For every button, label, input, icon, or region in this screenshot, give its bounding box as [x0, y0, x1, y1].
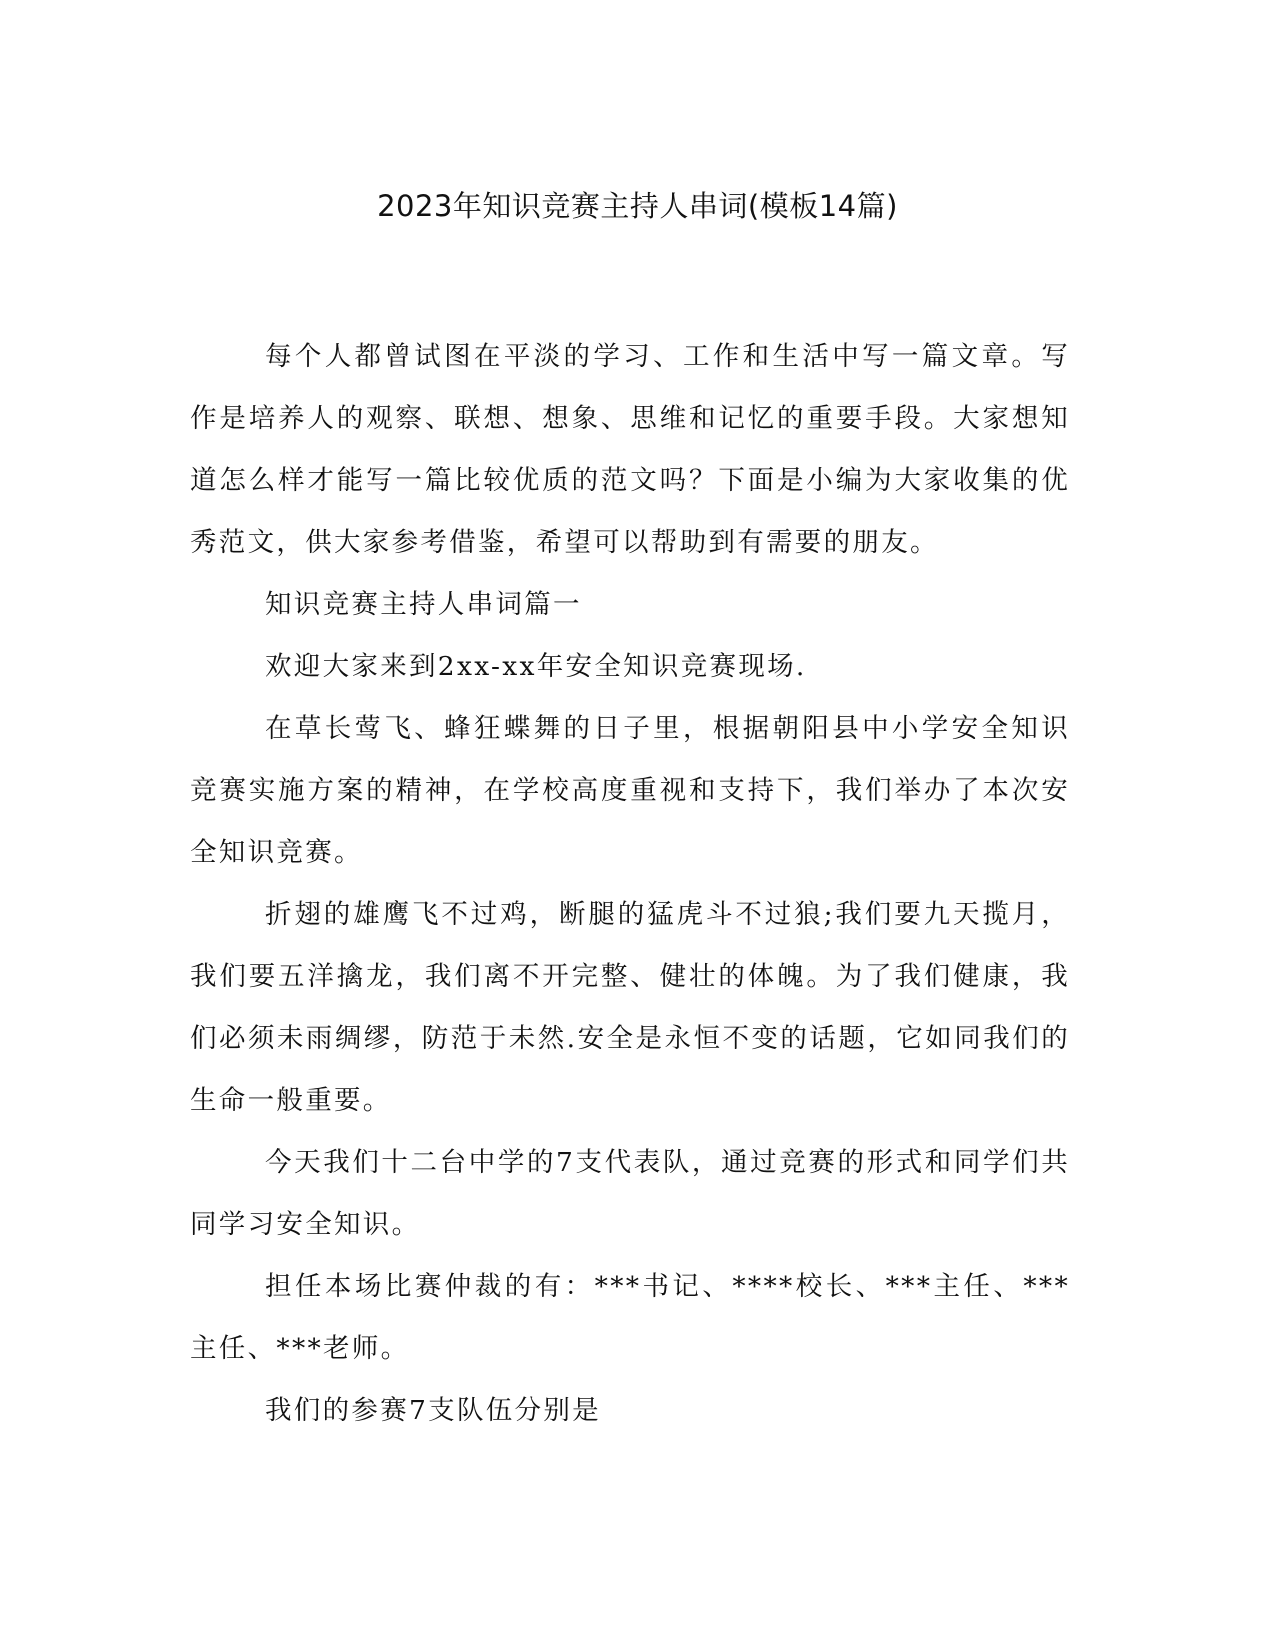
- paragraph-welcome: 欢迎大家来到2xx-xx年安全知识竞赛现场.: [265, 651, 807, 682]
- section-heading: 知识竞赛主持人串词篇一: [265, 589, 582, 620]
- paragraph-background: 在草长莺飞、蜂狂蝶舞的日子里，根据朝阳县中小学安全知识竞赛实施方案的精神，在学校高度重视和支持下，我们举办了本次安全知识竞赛。: [190, 713, 1070, 868]
- paragraph-teams-list: 我们的参赛7支队伍分别是: [265, 1395, 601, 1426]
- paragraph-safety: 折翅的雄鹰飞不过鸡，断腿的猛虎斗不过狼;我们要九天揽月，我们要五洋擒龙，我们离不开完整、健壮的体魄。为了我们健康，我们必须未雨绸缪，防范于未然.安全是永恒不变的话题，它如同我们的生命一般重要。: [190, 899, 1070, 1116]
- paragraph-judges: 担任本场比赛仲裁的有：***书记、****校长、***主任、***主任、***老师。: [190, 1271, 1070, 1364]
- document-body: [190, 326, 1070, 1442]
- paragraph-intro: 每个人都曾试图在平淡的学习、工作和生活中写一篇文章。写作是培养人的观察、联想、想象、思维和记忆的重要手段。大家想知道怎么样才能写一篇比较优质的范文吗？下面是小编为大家收集的优秀范文，供大家参考借鉴，希望可以帮助到有需要的朋友。: [190, 341, 1070, 558]
- paragraph-teams-intro: 今天我们十二台中学的7支代表队，通过竞赛的形式和同学们共同学习安全知识。: [190, 1147, 1070, 1240]
- document-title: 2023年知识竞赛主持人串词(模板14篇): [377, 189, 898, 223]
